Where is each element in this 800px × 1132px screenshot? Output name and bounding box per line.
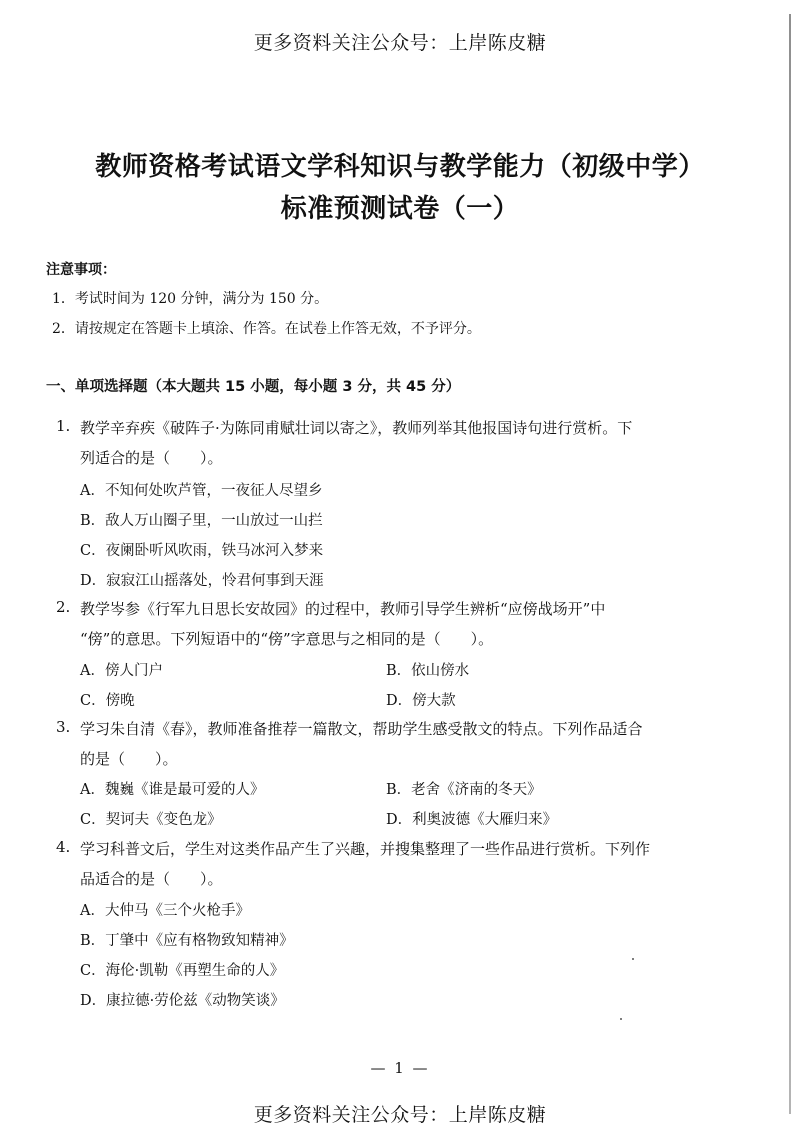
option-d: D．康拉德·劳伦兹《动物笑谈》 (80, 993, 285, 1009)
option-a: A．魏巍《谁是最可爱的人》 (80, 782, 265, 798)
option-b: B．依山傍水 (386, 663, 470, 679)
notice-heading: 注意事项： (46, 262, 116, 278)
exam-title-line1: 教师资格考试语文学科知识与教学能力（初级中学） (95, 152, 705, 182)
question-stem-line: “傍”的意思。下列短语中的“傍”字意思与之相同的是（ ）。 (80, 630, 494, 648)
option-d: D．利奥波德《大雁归来》 (386, 812, 558, 828)
option-a: A．大仲马《三个火枪手》 (80, 903, 250, 919)
page-number: — 1 — (370, 1059, 430, 1077)
option-d: D．傍大款 (386, 693, 456, 709)
question-number: 2. (56, 598, 71, 616)
question-stem-line: 教学辛弃疾《破阵子·为陈同甫赋壮词以寄之》，教师列举其他报国诗句进行赏析。下 (80, 419, 633, 437)
question-number: 1. (56, 417, 71, 435)
question-stem-line: 品适合的是（ ）。 (80, 870, 223, 888)
notice-item: 1．考试时间为 120 分钟，满分为 150 分。 (52, 291, 329, 307)
notice-item: 2．请按规定在答题卡上填涂、作答。在试卷上作答无效，不予评分。 (52, 321, 481, 337)
option-a: A．不知何处吹芦管，一夜征人尽望乡 (80, 483, 323, 499)
watermark-bottom: 更多资料关注公众号：上岸陈皮糖 (253, 1104, 547, 1126)
option-b: B．丁肇中《应有格物致知精神》 (80, 933, 294, 949)
question-stem-line: 学习朱自清《春》，教师准备推荐一篇散文，帮助学生感受散文的特点。下列作品适合 (80, 720, 643, 738)
option-c: C．契诃夫《变色龙》 (80, 812, 222, 828)
scan-speck (620, 1018, 622, 1020)
option-c: C．海伦·凯勒《再塑生命的人》 (80, 963, 285, 979)
option-c: C．傍晚 (80, 693, 135, 709)
option-b: B．老舍《济南的冬天》 (386, 782, 542, 798)
section-heading: 一、单项选择题（本大题共 15 小题，每小题 3 分，共 45 分） (46, 379, 461, 395)
watermark-top: 更多资料关注公众号：上岸陈皮糖 (253, 32, 547, 54)
question-stem-line: 教学岑参《行军九日思长安故园》的过程中，教师引导学生辨析“应傍战场开”中 (80, 600, 606, 618)
question-number: 3. (56, 718, 71, 736)
scan-speck (632, 958, 634, 960)
option-b: B．敌人万山圈子里，一山放过一山拦 (80, 513, 323, 529)
option-d: D．寂寂江山摇落处，怜君何事到天涯 (80, 573, 324, 589)
question-stem-line: 列适合的是（ ）。 (80, 449, 223, 467)
question-number: 4. (56, 838, 71, 856)
option-a: A．傍人门户 (80, 663, 163, 679)
exam-title-line2: 标准预测试卷（一） (280, 194, 520, 224)
question-stem-line: 的是（ ）。 (80, 750, 178, 768)
option-c: C．夜阑卧听风吹雨，铁马冰河入梦来 (80, 543, 324, 559)
question-stem-line: 学习科普文后，学生对这类作品产生了兴趣，并搜集整理了一些作品进行赏析。下列作 (80, 840, 651, 858)
